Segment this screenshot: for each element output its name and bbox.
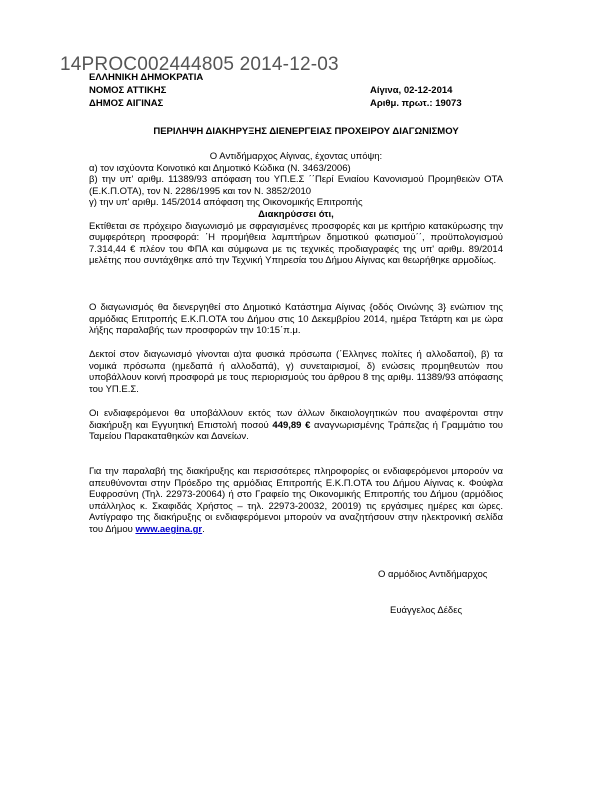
guarantee-text-start: Οι ενδιαφερόμενοι θα υποβάλλουν εκτός των άλλων δικαιολογητικών που αναφέρονται στην διακήρυξη και Εγγυητική Επιστολή ποσού — [89, 408, 503, 431]
issuer-country: ΕΛΛΗΝΙΚΗ ΔΗΜΟΚΡΑΤΙΑ — [89, 72, 204, 83]
document-title: ΠΕΡΙΛΗΨΗ ΔΙΑΚΗΡΥΞΗΣ ΔΙΕΝΕΡΓΕΙΑΣ ΠΡΟΧΕΙΡΟΥ ΔΙΑΓΩΝΙΣΜΟΥ — [153, 126, 459, 137]
issuer-municipality: ΔΗΜΟΣ ΑΙΓΙΝΑΣ — [89, 98, 164, 109]
intro-item-a: α) τον ισχύοντα Κοινοτικό και Δημοτικό Κώδικα (Ν. 3463/2006) — [89, 162, 351, 174]
paragraph-tender-date: Ο διαγωνισμός θα διενεργηθεί στο Δημοτικό Κατάστημα Αίγινας {οδός Οινώνης 3} ενώπιον της αρμόδιας Επιτροπής Ε.Κ.Π.ΟΤΑ του Δήμου στις 10 Δεκεμβρίου 2014, ημέρα Τετάρτη και με ώρα λήξης παραλαβής των προσφορών την 10:15΄π.μ. — [89, 302, 503, 337]
issuer-block — [89, 71, 203, 110]
document-date: Αίγινα, 02-12-2014 — [370, 85, 453, 96]
declaration-heading: Διακηρύσσει ότι, — [258, 208, 334, 220]
website-link[interactable]: www.aegina.gr — [135, 523, 203, 535]
intro-block — [89, 151, 503, 267]
document-id-watermark: 14PROC002444805 2014-12-03 — [60, 54, 339, 75]
issuer-prefecture: ΝΟΜΟΣ ΑΤΤΙΚΗΣ — [89, 85, 167, 96]
signatory-role: Ο αρμόδιος Αντιδήμαρχος — [378, 569, 488, 580]
guarantee-text-end: αναγνωρισμένης Τράπεζας ή Γραμμάτιο του Ταμείου Παρακαταθηκών και Δανείων. — [89, 419, 503, 443]
intro-item-c: γ) την υπ' αριθμ. 145/2014 απόφαση της Οικονομικής Επιτροπής — [89, 197, 363, 209]
protocol-number: Αριθμ. πρωτ.: 19073 — [370, 98, 462, 109]
paragraph-guarantee — [89, 408, 503, 443]
intro-item-b: β) την υπ' αριθμ. 11389/93 απόφαση του ΥΠ.Ε.Σ ΄΄Περί Ενιαίου Κανονισμού Προμηθειών ΟΤΑ (Ε.Κ.Π.ΟΤΑ), τον Ν. 2286/1995 και τον Ν. 3852/2010 — [89, 174, 503, 197]
paragraph-contact — [89, 466, 503, 536]
contact-text: Για την παραλαβή της διακήρυξης και περισσότερες πληροφορίες οι ενδιαφερόμενοι μπορούν να απευθύνονται στην Πρόεδρο της αρμόδιας Επιτροπής Ε.Κ.Π.ΟΤΑ του Δήμου Αίγινας κ. Φούφλα Ευφροσύνη (Τηλ. 22973-20064) ή στο Γραφείο της Οικονομικής Επιτροπής του Δήμου (αρμόδιος υπάλληλος κ. Σκαφιδάς Χρήστος – τηλ. 22973-20032, 20019) τις εργάσιμες ημέρες και ώρες. Αντίγραφο της διακήρυξης οι ενδιαφερόμενοι μπορούν να αναζητήσουν στην ηλεκτρονική σελίδα του Δήμου — [89, 466, 503, 535]
reference-block — [370, 84, 462, 110]
signatory-name: Ευάγγελος Δέδες — [390, 605, 463, 616]
guarantee-amount: 449,89 € — [272, 419, 311, 431]
paragraph-eligibility: Δεκτοί στον διαγωνισμό γίνονται α)τα φυσικά πρόσωπα (΄Ελληνες πολίτες ή αλλοδαποί), β) τα νομικά πρόσωπα (ημεδαπά ή αλλοδαπά), γ) συνεταιρισμοί, δ) ενώσεις προμηθευτών που υποβάλλουν κοινή προσφορά με τους περιορισμούς του άρθρου 8 της αριθμ. 11389/93 απόφασης του ΥΠ.Ε.Σ. — [89, 349, 503, 395]
paragraph-tender-subject: Εκτίθεται σε πρόχειρο διαγωνισμό με σφραγισμένες προσφορές και με κριτήριο κατακύρωσης την συμφερότερη προσφορά: ΄Η προμήθεια λαμπτήρων δημοτικού φωτισμού΄΄, προϋπολογισμού 7.314,44 € πλέον του ΦΠΑ και σύμφωνα με τις τεχνικές προδιαγραφές της υπ' αριθμ. 89/2014 μελέτης που συντάχθηκε από την Τεχνική Υπηρεσία του Δήμου Αίγινας και θεωρήθηκε αρμοδίως. — [89, 220, 503, 267]
contact-text-end: . — [202, 523, 205, 535]
intro-lead: Ο Αντιδήμαρχος Αίγινας, έχοντας υπόψη: — [209, 151, 383, 162]
